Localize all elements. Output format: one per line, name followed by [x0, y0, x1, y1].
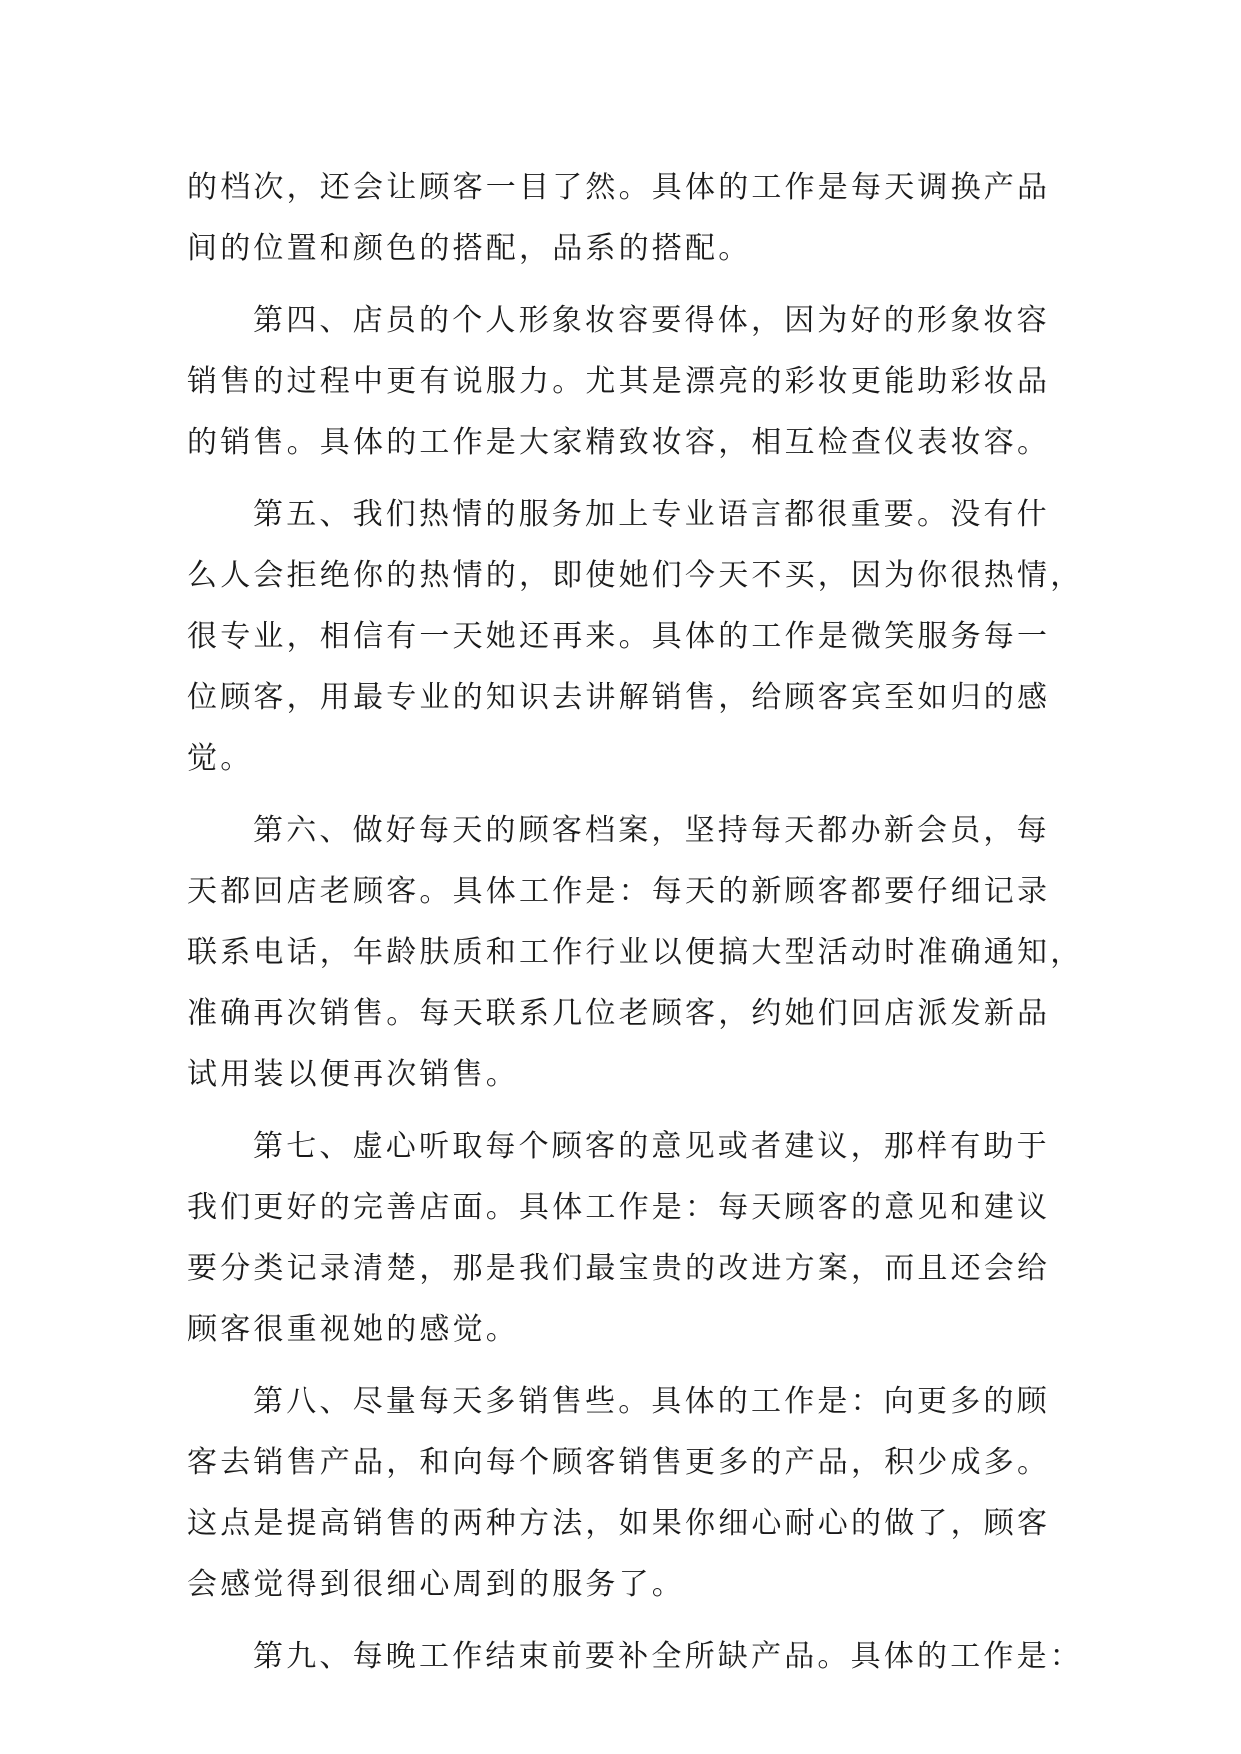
text-line: 么人会拒绝你的热情的，即使她们今天不买，因为你很热情， — [187, 558, 1084, 593]
text-line: 这点是提高销售的两种方法，如果你细心耐心的做了，顾客 — [187, 1506, 1051, 1541]
text-line: 天都回店老顾客。具体工作是：每天的新顾客都要仔细记录 — [187, 874, 1051, 909]
text-line: 准确再次销售。每天联系几位老顾客，约她们回店派发新品 — [187, 996, 1051, 1031]
text-line: 第四、店员的个人形象妆容要得体，因为好的形象妆容 — [253, 303, 1050, 338]
text-line: 联系电话，年龄肤质和工作行业以便搞大型活动时准确通知， — [187, 935, 1084, 970]
text-line: 间的位置和颜色的搭配，品系的搭配。 — [187, 231, 752, 266]
text-line: 会感觉得到很细心周到的服务了。 — [187, 1567, 685, 1602]
text-line: 销售的过程中更有说服力。尤其是漂亮的彩妆更能助彩妆品 — [187, 364, 1051, 399]
text-line: 的档次，还会让顾客一目了然。具体的工作是每天调换产品 — [187, 170, 1051, 205]
text-line: 客去销售产品，和向每个顾客销售更多的产品，积少成多。 — [187, 1445, 1051, 1480]
text-line: 很专业，相信有一天她还再来。具体的工作是微笑服务每一 — [187, 619, 1051, 654]
text-line: 我们更好的完善店面。具体工作是：每天顾客的意见和建议 — [187, 1190, 1051, 1225]
text-line: 第五、我们热情的服务加上专业语言都很重要。没有什 — [253, 497, 1050, 532]
text-line: 第六、做好每天的顾客档案，坚持每天都办新会员，每 — [253, 813, 1050, 848]
text-line: 第七、虚心听取每个顾客的意见或者建议，那样有助于 — [253, 1129, 1050, 1164]
text-line: 要分类记录清楚，那是我们最宝贵的改进方案，而且还会给 — [187, 1251, 1051, 1286]
text-line: 第九、每晚工作结束前要补全所缺产品。具体的工作是： — [253, 1639, 1083, 1674]
text-line: 顾客很重视她的感觉。 — [187, 1312, 519, 1347]
text-line: 第八、尽量每天多销售些。具体的工作是：向更多的顾 — [253, 1384, 1050, 1419]
text-line: 的销售。具体的工作是大家精致妆容，相互检查仪表妆容。 — [187, 425, 1051, 460]
text-line: 试用装以便再次销售。 — [187, 1057, 519, 1092]
text-line: 觉。 — [187, 741, 254, 776]
document-body — [187, 157, 1084, 1687]
text-line: 位顾客，用最专业的知识去讲解销售，给顾客宾至如归的感 — [187, 680, 1051, 715]
